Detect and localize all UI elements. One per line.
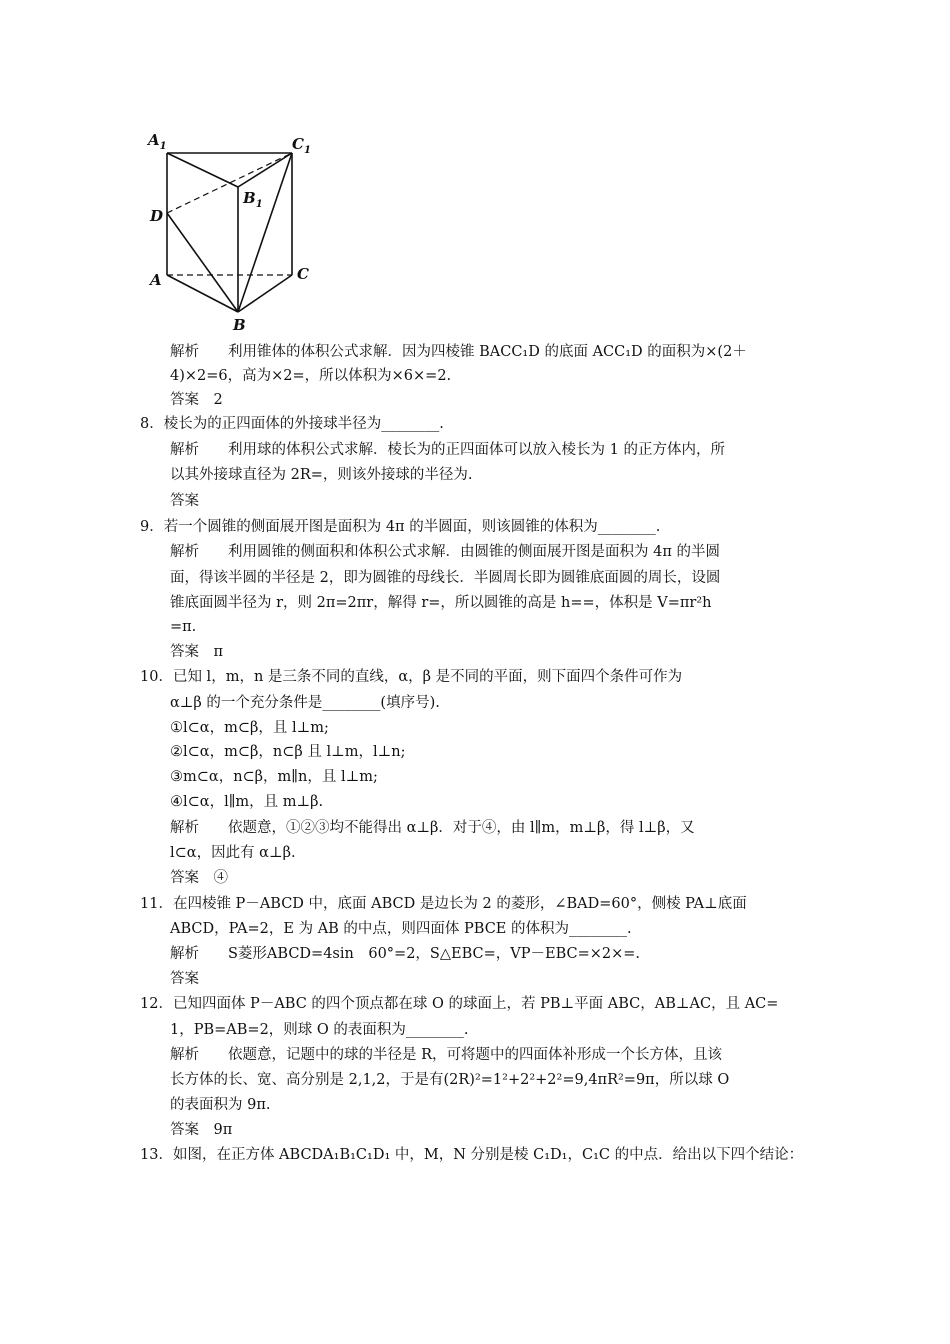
q8-answer: 答案 (170, 493, 199, 509)
q7-analysis-cont: 4)×2=6，高为×2=，所以体积为×6×=2. (170, 368, 452, 384)
q10-option-3: ③m⊂α，n⊂β，m∥n，且 l⊥m; (170, 769, 378, 785)
q11-question: 11．在四棱锥 P－ABCD 中，底面 ABCD 是边长为 2 的菱形，∠BAD=60°，侧棱 PA⊥底面 (140, 896, 747, 912)
q9-question: 9．若一个圆锥的侧面展开图是面积为 4π 的半圆面，则该圆锥的体积为________. (140, 519, 661, 535)
label-c1: $C_1$ (292, 135, 311, 156)
q10-question-cont: α⊥β 的一个充分条件是________(填序号). (170, 695, 440, 711)
label-a1: $A_1$ (148, 131, 167, 152)
prism-figure (140, 125, 325, 335)
label-c: C (297, 265, 309, 283)
q12-analysis-cont2: 的表面积为 9π. (170, 1097, 271, 1113)
q9-analysis-cont: 面，得该半圆的半径是 2，即为圆锥的母线长．半圆周长即为圆锥底面圆的周长，设圆 (170, 570, 721, 586)
q10-option-1: ①l⊂α，m⊂β，且 l⊥m; (170, 720, 329, 736)
q11-answer: 答案 (170, 971, 199, 987)
q10-analysis: 解析 依题意，①②③均不能得出 α⊥β．对于④，由 l∥m，m⊥β，得 l⊥β，又 (170, 820, 695, 836)
q10-question: 10．已知 l，m，n 是三条不同的直线，α，β 是不同的平面，则下面四个条件可作为 (140, 669, 683, 685)
q12-question: 12．已知四面体 P－ABC 的四个顶点都在球 O 的球面上，若 PB⊥平面 ABC，AB⊥AC，且 AC= (140, 996, 779, 1012)
q9-analysis: 解析 利用圆锥的侧面积和体积公式求解．由圆锥的侧面展开图是面积为 4π 的半圆 (170, 544, 720, 560)
q9-answer: 答案 π (170, 644, 224, 660)
label-b1: $B_1$ (243, 189, 263, 210)
q12-analysis: 解析 依题意，记题中的球的半径是 R，可将题中的四面体补形成一个长方体，且该 (170, 1047, 723, 1063)
q12-question-cont: 1，PB=AB=2，则球 O 的表面积为________. (170, 1022, 469, 1038)
q11-question-cont: ABCD，PA=2，E 为 AB 的中点，则四面体 PBCE 的体积为________. (170, 921, 632, 937)
q7-answer: 答案 2 (170, 392, 223, 408)
q12-analysis-cont: 长方体的长、宽、高分别是 2,1,2，于是有(2R)²=1²+2²+2²=9,4πR²=9π，所以球 O (170, 1072, 730, 1088)
label-a: A (150, 271, 162, 289)
q12-answer: 答案 9π (170, 1122, 233, 1138)
q11-analysis: 解析 S菱形ABCD=4sin 60°=2，S△EBC=，VP－EBC=×2×=. (170, 946, 641, 962)
q10-option-4: ④l⊂α，l∥m，且 m⊥β. (170, 794, 324, 810)
q10-analysis-cont: l⊂α，因此有 α⊥β. (170, 845, 296, 861)
q8-analysis: 解析 利用球的体积公式求解．棱长为的正四面体可以放入棱长为 1 的正方体内，所 (170, 442, 725, 458)
q7-analysis: 解析 利用锥体的体积公式求解．因为四棱锥 BACC₁D 的底面 ACC₁D 的面积为×(2＋ (170, 344, 747, 360)
label-b: B (233, 316, 246, 334)
q8-analysis-cont: 以其外接球直径为 2R=，则该外接球的半径为. (170, 467, 473, 483)
q10-option-2: ②l⊂α，m⊂β，n⊂β 且 l⊥m，l⊥n; (170, 744, 406, 760)
q8-question: 8．棱长为的正四面体的外接球半径为________. (140, 416, 444, 432)
q13-question: 13．如图，在正方体 ABCDA₁B₁C₁D₁ 中，M，N 分别是棱 C₁D₁，C₁C 的中点．给出以下四个结论： (140, 1147, 804, 1163)
q10-answer: 答案 ④ (170, 870, 228, 886)
label-d: D (150, 207, 164, 225)
q9-analysis-cont2: 锥底面圆半径为 r，则 2π=2πr，解得 r=，所以圆锥的高是 h==，体积是 V=πr²h (170, 595, 712, 611)
q9-analysis-cont3: =π. (170, 619, 197, 635)
